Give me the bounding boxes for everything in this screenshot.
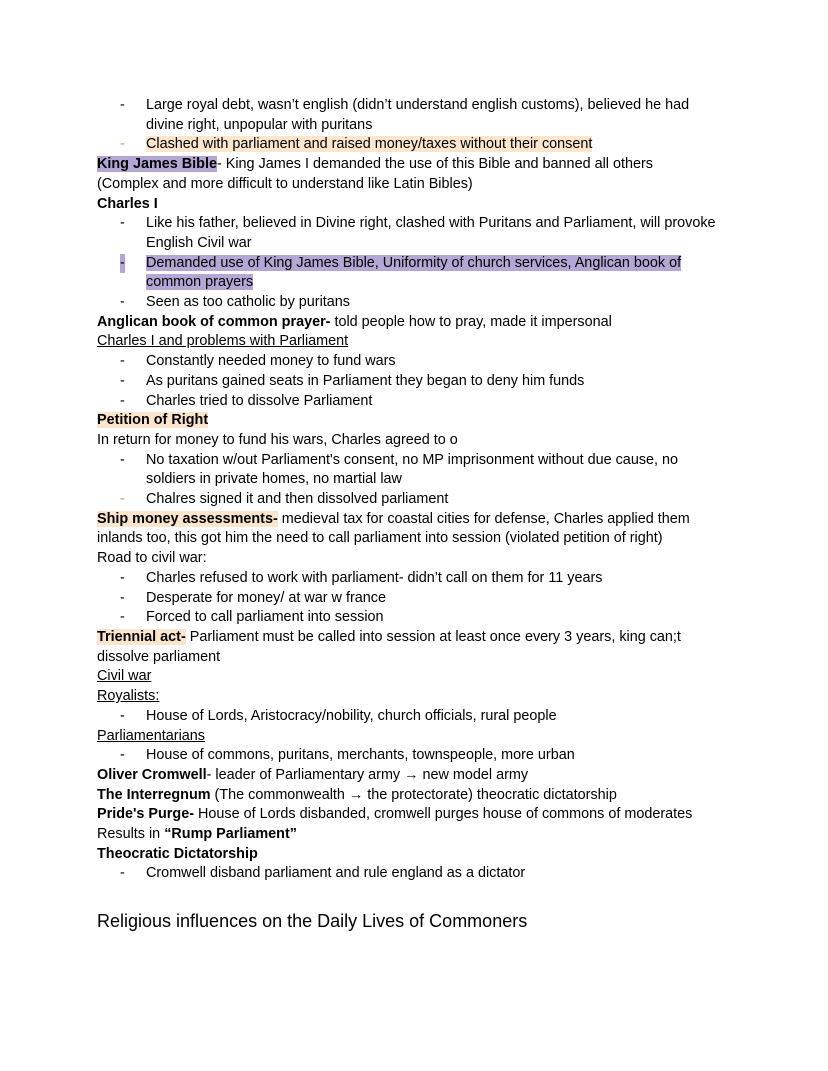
- bullet-dash: -: [120, 353, 125, 370]
- definition-text: medieval tax for coastal cities for defense, Charles applied them inlands too, this got him the need to call parliament into session (violated petition of right): [97, 510, 690, 547]
- heading-parliamentarians: Parliamentarians: [97, 727, 205, 744]
- heading-petition-of-right: [97, 411, 717, 431]
- heading-charles-i: Charles I: [97, 195, 158, 212]
- list-item-text: Cromwell disband parliament and rule england as a dictator: [146, 865, 526, 882]
- definition-text: - leader of Parliamentary army → new model army: [206, 766, 529, 783]
- list-item: [97, 864, 717, 884]
- bullet-dash: -: [120, 294, 125, 311]
- list-item-text: Large royal debt, wasn’t english (didn’t understand english customs), believed he had divine right, unpopular with puritans: [146, 97, 690, 133]
- list-item-text: Charles refused to work with parliament- didn’t call on them for 11 years: [146, 569, 603, 586]
- definition-ship-money: [97, 510, 717, 549]
- section-heading: Religious influences on the Daily Lives of Commoners: [97, 911, 528, 932]
- heading-royalists: Royalists:: [97, 688, 160, 705]
- list-item: [97, 372, 717, 392]
- list-item-text: Desperate for money/ at war w france: [146, 589, 386, 606]
- definition-text: House of Lords disbanded, cromwell purges house of commons of moderates: [194, 806, 693, 823]
- definition-text: (The commonwealth → the protectorate) theocratic dictatorship: [210, 786, 617, 803]
- list-item-text: Like his father, believed in Divine right, clashed with Puritans and Parliament, will provoke English Civil war: [146, 215, 716, 251]
- list-item-text: Demanded use of King James Bible, Uniformity of church services, Anglican book of common prayers: [146, 254, 682, 291]
- list-item-text: No taxation w/out Parliament's consent, no MP imprisonment without due cause, no soldiers in private homes, no martial law: [146, 451, 679, 488]
- list-item-text: Clashed with parliament and raised money/taxes without their consent: [146, 136, 593, 153]
- list-item-text: Seen as too catholic by puritans: [146, 294, 350, 311]
- list-item-text: Constantly needed money to fund wars: [146, 353, 396, 370]
- heading-theocratic-dictatorship: Theocratic Dictatorship: [97, 845, 258, 862]
- bullet-dash: -: [120, 491, 125, 508]
- list-item: [97, 451, 717, 490]
- list-item-text: Charles tried to dissolve Parliament: [146, 392, 373, 409]
- bullet-dash: -: [120, 97, 125, 113]
- list-item-text: House of commons, puritans, merchants, townspeople, more urban: [146, 747, 575, 764]
- bullet-dash: -: [120, 392, 125, 409]
- bullet-dash: -: [120, 254, 125, 274]
- list-item-text: Chalres signed it and then dissolved parliament: [146, 491, 449, 508]
- bullet-dash: -: [120, 136, 125, 153]
- bullet-dash: -: [120, 865, 125, 882]
- term: Anglican book of common prayer-: [97, 313, 331, 330]
- list-item: [97, 293, 717, 313]
- term: Triennial act-: [97, 628, 186, 645]
- term: Petition of Right: [97, 412, 209, 429]
- definition-king-james-bible: [97, 155, 717, 194]
- paragraph: In return for money to fund his wars, Charles agreed to o: [97, 431, 458, 448]
- list-item: [97, 746, 717, 766]
- list-item: [97, 214, 717, 253]
- bullet-dash: -: [120, 747, 125, 764]
- list-item-text: House of Lords, Aristocracy/nobility, church officials, rural people: [146, 707, 557, 724]
- list-item-text: As puritans gained seats in Parliament they began to deny him funds: [146, 372, 585, 389]
- definition-oliver-cromwell: [97, 766, 717, 786]
- bullet-dash: -: [120, 569, 125, 586]
- list-item: [97, 392, 717, 412]
- bullet-dash: -: [120, 589, 125, 606]
- definition-triennial-act: [97, 628, 717, 667]
- term: King James Bible: [97, 156, 217, 173]
- results-text: Results in: [97, 826, 165, 843]
- list-item: [97, 135, 717, 155]
- bullet-dash: -: [120, 451, 125, 468]
- list-item-text: Forced to call parliament into session: [146, 609, 384, 626]
- term: Pride's Purge-: [97, 806, 194, 823]
- term: The Interregnum: [97, 786, 211, 803]
- results-line: [97, 825, 717, 845]
- list-item: [97, 608, 717, 628]
- definition-text: told people how to pray, made it impersonal: [330, 313, 612, 330]
- bullet-dash: -: [120, 609, 125, 626]
- definition-anglican-book: [97, 313, 717, 333]
- definition-prides-purge: [97, 805, 717, 825]
- list-item: [97, 569, 717, 589]
- heading-civil-war: Civil war: [97, 668, 152, 685]
- bullet-dash: -: [120, 372, 125, 389]
- term: “Rump Parliament”: [164, 826, 297, 843]
- list-item: [97, 352, 717, 372]
- paragraph: Road to civil war:: [97, 550, 207, 567]
- term: Oliver Cromwell: [97, 766, 207, 783]
- definition-text: Parliament must be called into session at least once every 3 years, king can;t dissolve parliament: [97, 628, 681, 665]
- definition-text: - King James I demanded the use of this Bible and banned all others (Complex and more difficult to understand like Latin Bibles): [97, 156, 653, 192]
- list-item: [97, 589, 717, 609]
- notes-content: [97, 96, 717, 932]
- term: Ship money assessments-: [97, 510, 278, 527]
- list-item: [97, 490, 717, 510]
- bullet-dash: -: [120, 707, 125, 724]
- list-item: [97, 707, 717, 727]
- definition-interregnum: [97, 786, 717, 806]
- list-item: [97, 254, 717, 293]
- heading-charles-problems: Charles I and problems with Parliament: [97, 333, 349, 350]
- bullet-dash: -: [120, 215, 125, 232]
- list-item: [97, 96, 717, 135]
